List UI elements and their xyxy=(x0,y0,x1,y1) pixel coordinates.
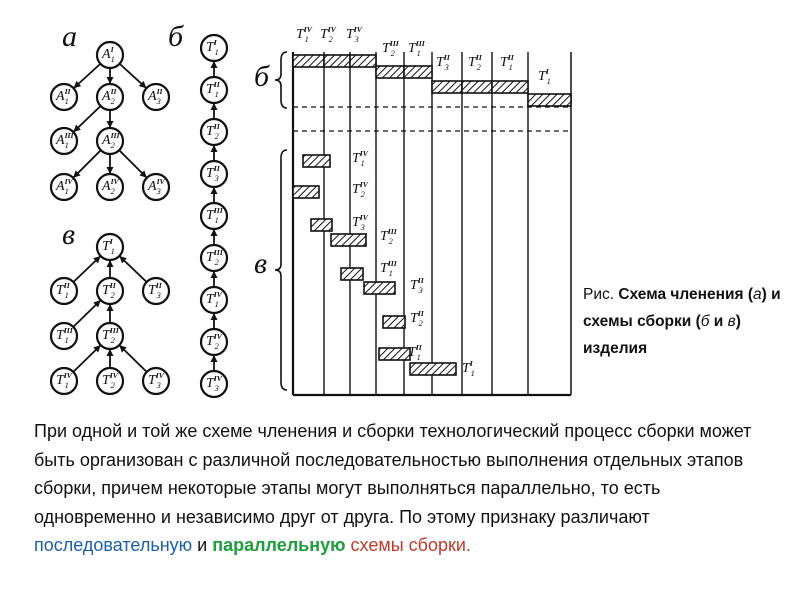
node-position-index: 1 xyxy=(110,247,115,257)
sequential-stage-bar xyxy=(492,81,528,93)
node-position-index: 1 xyxy=(360,159,365,169)
node-base-letter: A xyxy=(102,47,111,62)
node-base-letter: T xyxy=(102,373,110,388)
assembly-schedule-chart xyxy=(275,25,571,395)
brace-b xyxy=(275,52,287,108)
edge-arrow xyxy=(119,256,146,282)
edge-arrow xyxy=(73,300,100,327)
schedule-v-stage-label xyxy=(352,180,369,199)
node-stage-index: I xyxy=(469,359,473,369)
node-position-index: 1 xyxy=(214,300,219,310)
tree-node xyxy=(201,329,227,355)
node-position-index: 1 xyxy=(64,291,69,301)
node-position-index: 3 xyxy=(418,286,423,296)
label-tree-v: в xyxy=(62,218,76,251)
node-stage-index: III xyxy=(213,206,223,216)
edge-arrow xyxy=(211,271,218,287)
node-base-letter: T xyxy=(320,27,328,42)
node-position-index: 1 xyxy=(304,35,309,45)
svg-text:TIV2 xyxy=(352,180,369,199)
node-stage-index: I xyxy=(110,45,114,55)
node-stage-index: II xyxy=(63,281,70,291)
node-stage-index: I xyxy=(109,237,113,247)
node-position-index: 2 xyxy=(214,132,219,142)
edge-arrow xyxy=(211,313,218,329)
svg-text:TIV3 xyxy=(346,25,363,44)
svg-text:TII3 xyxy=(148,281,163,300)
schedule-v-stage-label xyxy=(408,343,423,362)
edge-arrow xyxy=(73,345,100,372)
tree-node xyxy=(97,234,123,260)
node-position-index: 1 xyxy=(508,63,513,73)
tree-node xyxy=(51,84,77,110)
node-base-letter: T xyxy=(352,182,360,197)
node-stage-index: II xyxy=(213,122,220,132)
node-stage-index: I xyxy=(213,38,217,48)
node-stage-index: IV xyxy=(213,290,222,300)
node-stage-index: III xyxy=(63,326,73,336)
tree-node xyxy=(51,368,77,394)
schedule-b-stage-label xyxy=(296,25,313,44)
caption-italic-v: в xyxy=(727,313,736,330)
schedule-b-stage-label xyxy=(346,25,363,44)
caption-bold-4: ) изделия xyxy=(583,313,741,357)
assembly-tree-v xyxy=(51,234,169,394)
node-position-index: 2 xyxy=(390,49,395,59)
schedule-v-stage-label xyxy=(352,149,369,168)
schedule-v-stage-label xyxy=(462,359,475,378)
node-base-letter: T xyxy=(408,345,416,360)
svg-text:TII1 xyxy=(500,53,515,72)
term-assembly-schemes: схемы сборки xyxy=(345,535,466,555)
svg-text:TII2 xyxy=(410,309,425,328)
edge-arrow xyxy=(211,145,218,161)
node-stage-index: III xyxy=(387,227,397,237)
node-base-letter: T xyxy=(206,250,214,265)
caption-italic-b: б xyxy=(700,313,710,330)
node-base-letter: T xyxy=(206,334,214,349)
node-position-index: 3 xyxy=(156,187,161,197)
node-base-letter: A xyxy=(102,133,111,148)
tree-node xyxy=(51,128,77,154)
node-base-letter: T xyxy=(410,278,418,293)
node-position-index: 1 xyxy=(64,381,69,391)
node-position-index: 2 xyxy=(110,291,115,301)
svg-text:TII2 xyxy=(206,122,221,141)
node-label xyxy=(56,281,71,300)
label-tree-a: а xyxy=(62,20,77,53)
label-chain-b: б xyxy=(168,20,184,53)
node-position-index: 1 xyxy=(416,353,421,363)
node-base-letter: T xyxy=(148,373,156,388)
sequential-stage-bar xyxy=(350,55,376,67)
tree-node xyxy=(97,84,123,110)
node-position-index: 2 xyxy=(110,97,115,107)
term-sequential: последовательную xyxy=(34,535,193,555)
node-position-index: 1 xyxy=(470,369,475,379)
edge-arrow xyxy=(107,349,114,368)
edge-arrow xyxy=(107,154,114,174)
node-position-index: 2 xyxy=(418,319,423,329)
svg-text:TII2 xyxy=(468,53,483,72)
node-label xyxy=(206,164,221,183)
node-position-index: 2 xyxy=(110,336,115,346)
node-position-index: 1 xyxy=(110,55,115,65)
node-base-letter: A xyxy=(102,89,111,104)
node-position-index: 2 xyxy=(110,141,115,151)
node-base-letter: T xyxy=(296,27,304,42)
node-base-letter: T xyxy=(206,166,214,181)
node-stage-index: III xyxy=(415,39,425,49)
tree-node xyxy=(51,278,77,304)
sequential-stage-bar xyxy=(404,66,432,78)
node-stage-index: II xyxy=(443,53,450,63)
node-label xyxy=(206,80,221,99)
tree-node xyxy=(201,203,227,229)
node-stage-index: II xyxy=(213,80,220,90)
schedule-b-stage-label xyxy=(500,53,515,72)
schedule-b-stage-label xyxy=(538,67,551,86)
brace-v xyxy=(275,150,287,390)
node-position-index: 1 xyxy=(64,97,69,107)
edge-arrow xyxy=(119,345,146,372)
tree-node xyxy=(143,368,169,394)
node-label xyxy=(206,122,221,141)
node-position-index: 3 xyxy=(156,381,161,391)
node-stage-index: III xyxy=(110,131,120,141)
node-base-letter: A xyxy=(102,179,111,194)
parallel-stage-bar xyxy=(293,186,319,198)
node-position-index: 2 xyxy=(214,258,219,268)
node-position-index: 3 xyxy=(214,384,219,394)
edge-arrow xyxy=(107,260,114,278)
node-position-index: 1 xyxy=(64,141,69,151)
node-base-letter: T xyxy=(102,283,110,298)
node-stage-index: II xyxy=(64,87,71,97)
node-position-index: 3 xyxy=(354,35,359,45)
node-base-letter: T xyxy=(206,82,214,97)
node-stage-index: IV xyxy=(213,332,222,342)
edge-arrow xyxy=(211,187,218,203)
node-base-letter: T xyxy=(352,151,360,166)
node-position-index: 2 xyxy=(214,342,219,352)
node-base-letter: T xyxy=(206,40,214,55)
schedule-v-stage-label xyxy=(410,309,425,328)
node-position-index: 3 xyxy=(444,63,449,73)
tree-node xyxy=(201,245,227,271)
node-base-letter: T xyxy=(436,55,444,70)
assembly-chain-b xyxy=(201,35,227,397)
svg-text:TIII1 xyxy=(380,259,398,278)
node-stage-index: III xyxy=(109,326,119,336)
svg-text:TII3 xyxy=(206,164,221,183)
node-base-letter: T xyxy=(206,124,214,139)
node-base-letter: T xyxy=(56,373,64,388)
node-stage-index: II xyxy=(507,53,514,63)
node-base-letter: T xyxy=(380,261,388,276)
term-parallel: параллельную xyxy=(212,535,346,555)
svg-text:TII1 xyxy=(408,343,423,362)
tree-node xyxy=(143,84,169,110)
node-position-index: 2 xyxy=(388,237,393,247)
node-position-index: 2 xyxy=(476,63,481,73)
edge-arrow xyxy=(73,106,100,132)
node-stage-index: IV xyxy=(110,177,119,187)
node-base-letter: T xyxy=(102,239,110,254)
node-stage-index: III xyxy=(389,39,399,49)
node-position-index: 1 xyxy=(64,336,69,346)
edge-arrow xyxy=(120,64,147,88)
node-label xyxy=(102,281,117,300)
node-stage-index: III xyxy=(64,131,74,141)
node-position-index: 3 xyxy=(214,174,219,184)
node-base-letter: T xyxy=(148,283,156,298)
body-paragraph xyxy=(34,417,779,560)
node-stage-index: II xyxy=(417,276,424,286)
node-position-index: 1 xyxy=(388,269,393,279)
node-base-letter: A xyxy=(148,179,157,194)
schedule-b-stage-label xyxy=(408,39,426,58)
schedule-b-stage-label xyxy=(382,39,400,58)
edge-arrow xyxy=(107,304,114,323)
node-stage-index: IV xyxy=(327,25,336,35)
node-base-letter: T xyxy=(500,55,508,70)
node-stage-index: II xyxy=(417,309,424,319)
parallel-stage-bar xyxy=(383,316,405,328)
node-position-index: 2 xyxy=(328,35,333,45)
node-position-index: 2 xyxy=(360,190,365,200)
node-base-letter: T xyxy=(468,55,476,70)
tree-node xyxy=(201,77,227,103)
tree-node xyxy=(201,119,227,145)
edge-arrow xyxy=(74,64,101,88)
node-stage-index: IV xyxy=(156,177,165,187)
node-stage-index: II xyxy=(213,164,220,174)
node-position-index: 3 xyxy=(360,223,365,233)
paragraph-text-1: При одной и той же схеме членения и сборки технологический процесс сборки может быть организован с различной последовательностью выполнения отдельных этапов сборки, причем некоторые этапы могут выполняться параллельно, то есть одновременно и независимо друг от друга. По этому признаку различают xyxy=(34,421,752,527)
schedule-v-stage-label xyxy=(352,213,369,232)
node-position-index: 1 xyxy=(416,49,421,59)
svg-text:AI1 xyxy=(101,45,115,64)
node-position-index: 2 xyxy=(110,187,115,197)
node-base-letter: T xyxy=(56,328,64,343)
node-position-index: 1 xyxy=(214,48,219,58)
svg-text:TII3 xyxy=(436,53,451,72)
svg-text:TIV3 xyxy=(352,213,369,232)
node-stage-index: II xyxy=(109,281,116,291)
node-base-letter: T xyxy=(380,229,388,244)
parallel-stage-bar xyxy=(311,219,332,231)
schedule-b-stage-label xyxy=(468,53,483,72)
edge-arrow xyxy=(211,61,218,77)
node-stage-index: III xyxy=(213,248,223,258)
svg-text:TIV1 xyxy=(352,149,369,168)
caption-bold-1: Схема членения ( xyxy=(618,286,754,303)
svg-text:TII1 xyxy=(56,281,71,300)
edge-arrow xyxy=(73,256,100,282)
sequential-stage-bar xyxy=(528,94,571,106)
node-base-letter: T xyxy=(382,41,390,56)
node-base-letter: T xyxy=(408,41,416,56)
tree-node xyxy=(201,35,227,61)
svg-text:TII1 xyxy=(206,80,221,99)
node-stage-index: IV xyxy=(64,177,73,187)
parallel-stage-bar xyxy=(410,363,456,375)
node-stage-index: IV xyxy=(353,25,362,35)
parallel-stage-bar xyxy=(331,234,366,246)
edge-arrow xyxy=(73,150,101,178)
svg-text:TIII1 xyxy=(408,39,426,58)
svg-text:TIV1 xyxy=(296,25,313,44)
node-base-letter: T xyxy=(206,292,214,307)
tree-node xyxy=(201,287,227,313)
tree-node xyxy=(97,278,123,304)
caption-prefix: Рис. xyxy=(583,286,619,303)
schedule-v-stage-label xyxy=(380,259,398,278)
node-label xyxy=(148,281,163,300)
tree-node xyxy=(51,323,77,349)
node-label xyxy=(101,45,115,64)
node-base-letter: T xyxy=(102,328,110,343)
edge-arrow xyxy=(211,103,218,119)
node-stage-index: II xyxy=(415,343,422,353)
node-position-index: 1 xyxy=(214,216,219,226)
node-stage-index: II xyxy=(475,53,482,63)
tree-node xyxy=(97,368,123,394)
edge-arrow xyxy=(119,150,147,178)
svg-text:TII2 xyxy=(102,281,117,300)
node-base-letter: T xyxy=(352,215,360,230)
node-stage-index: I xyxy=(545,67,549,77)
caption-italic-a: а xyxy=(753,286,762,303)
tree-node xyxy=(97,323,123,349)
label-schedule-v: в xyxy=(254,247,268,280)
node-position-index: 1 xyxy=(64,187,69,197)
node-stage-index: IV xyxy=(109,371,118,381)
tree-node xyxy=(97,42,123,68)
node-base-letter: T xyxy=(206,376,214,391)
node-stage-index: II xyxy=(110,87,117,97)
svg-text:TII3 xyxy=(410,276,425,295)
edge-arrow xyxy=(211,355,218,371)
node-position-index: 3 xyxy=(156,97,161,107)
node-stage-index: IV xyxy=(359,180,368,190)
parallel-stage-bar xyxy=(364,282,395,294)
node-base-letter: T xyxy=(206,208,214,223)
caption-bold-2: ) и схемы сборки ( xyxy=(583,286,781,330)
schedule-v-stage-label xyxy=(380,227,398,246)
paragraph-text-3: . xyxy=(465,535,471,555)
node-position-index: 1 xyxy=(214,90,219,100)
node-position-index: 1 xyxy=(546,77,551,87)
node-stage-index: II xyxy=(156,87,163,97)
schedule-v-stage-label xyxy=(410,276,425,295)
node-stage-index: IV xyxy=(155,371,164,381)
svg-text:TIV2 xyxy=(320,25,337,44)
breakdown-tree-a xyxy=(51,42,169,200)
parallel-stage-bar xyxy=(303,155,330,167)
edge-arrow xyxy=(211,229,218,245)
parallel-stage-bar xyxy=(341,268,363,280)
figure-caption xyxy=(583,281,788,362)
tree-node xyxy=(201,371,227,397)
parallel-stage-bar xyxy=(379,348,410,360)
tree-node xyxy=(97,128,123,154)
node-position-index: 3 xyxy=(156,291,161,301)
svg-text:TI1 xyxy=(538,67,551,86)
svg-text:TI1 xyxy=(462,359,475,378)
node-stage-index: IV xyxy=(213,374,222,384)
svg-text:TIII2 xyxy=(380,227,398,246)
node-base-letter: T xyxy=(462,361,470,376)
node-base-letter: A xyxy=(148,89,157,104)
node-base-letter: T xyxy=(56,283,64,298)
tree-node xyxy=(143,174,169,200)
schedule-b-stage-label xyxy=(320,25,337,44)
sequential-stage-bar xyxy=(293,55,324,67)
tree-node xyxy=(97,174,123,200)
paragraph-text-2: и xyxy=(192,535,213,555)
node-base-letter: T xyxy=(410,311,418,326)
caption-bold-3: и xyxy=(709,313,728,330)
edge-arrow xyxy=(107,110,114,128)
label-schedule-b: б xyxy=(254,60,270,93)
node-stage-index: IV xyxy=(63,371,72,381)
sequential-stage-bar xyxy=(432,81,462,93)
node-base-letter: T xyxy=(346,27,354,42)
tree-node xyxy=(201,161,227,187)
node-stage-index: IV xyxy=(303,25,312,35)
node-stage-index: III xyxy=(387,259,397,269)
node-position-index: 2 xyxy=(110,381,115,391)
node-stage-index: II xyxy=(155,281,162,291)
node-stage-index: IV xyxy=(359,213,368,223)
node-base-letter: A xyxy=(56,133,65,148)
tree-node xyxy=(51,174,77,200)
node-base-letter: A xyxy=(56,179,65,194)
sequential-stage-bar xyxy=(462,81,492,93)
node-base-letter: A xyxy=(56,89,65,104)
schedule-b-stage-label xyxy=(436,53,451,72)
node-stage-index: IV xyxy=(359,149,368,159)
tree-node xyxy=(143,278,169,304)
sequential-stage-bar xyxy=(324,55,350,67)
edge-arrow xyxy=(107,68,114,84)
node-base-letter: T xyxy=(538,69,546,84)
svg-text:TIII2 xyxy=(382,39,400,58)
sequential-stage-bar xyxy=(376,66,404,78)
